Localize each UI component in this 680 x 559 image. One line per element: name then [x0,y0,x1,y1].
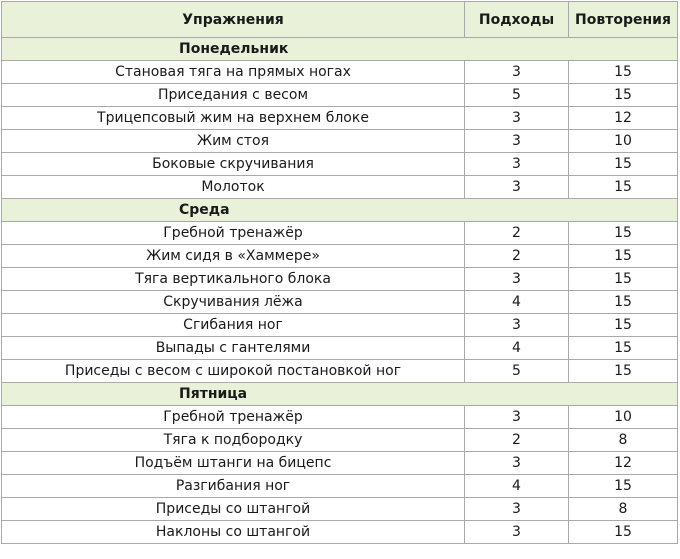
reps-cell: 15 [569,245,678,268]
table-row [2,429,678,452]
day-row-monday [2,38,678,61]
exercise-cell: Подъём штанги на бицепс [2,452,465,475]
exercise-cell: Разгибания ног [2,475,465,498]
table-row [2,107,678,130]
exercise-cell: Приседы с весом с широкой постановкой ног [2,360,465,383]
reps-cell: 8 [569,429,678,452]
exercise-cell: Жим стоя [2,130,465,153]
sets-cell: 3 [465,153,569,176]
table-row [2,153,678,176]
day-row-wednesday [2,199,678,222]
sets-cell: 2 [465,429,569,452]
sets-cell: 3 [465,314,569,337]
exercise-cell: Молоток [2,176,465,199]
table-row [2,337,678,360]
exercise-cell: Выпады с гантелями [2,337,465,360]
table-row [2,268,678,291]
sets-cell: 4 [465,475,569,498]
reps-cell: 15 [569,268,678,291]
sets-cell: 5 [465,360,569,383]
header-exercise: Упражнения [2,2,465,38]
exercise-cell: Сгибания ног [2,314,465,337]
day-label: Пятница [2,383,678,406]
table-row [2,360,678,383]
reps-cell: 15 [569,360,678,383]
sets-cell: 4 [465,337,569,360]
table-row [2,291,678,314]
sets-cell: 3 [465,268,569,291]
sets-cell: 3 [465,406,569,429]
table-row [2,245,678,268]
sets-cell: 5 [465,84,569,107]
sets-cell: 3 [465,521,569,544]
exercise-cell: Гребной тренажёр [2,406,465,429]
reps-cell: 12 [569,107,678,130]
exercise-cell: Тяга к подбородку [2,429,465,452]
sets-cell: 3 [465,498,569,521]
sets-cell: 3 [465,61,569,84]
sets-cell: 3 [465,452,569,475]
table-row [2,176,678,199]
workout-table [1,1,678,544]
reps-cell: 15 [569,222,678,245]
exercise-cell: Боковые скручивания [2,153,465,176]
sets-cell: 4 [465,291,569,314]
exercise-cell: Гребной тренажёр [2,222,465,245]
reps-cell: 10 [569,406,678,429]
reps-cell: 15 [569,337,678,360]
exercise-cell: Трицепсовый жим на верхнем блоке [2,107,465,130]
exercise-cell: Приседания с весом [2,84,465,107]
table-row [2,475,678,498]
table-row [2,406,678,429]
table-row [2,314,678,337]
exercise-cell: Скручивания лёжа [2,291,465,314]
exercise-cell: Становая тяга на прямых ногах [2,61,465,84]
reps-cell: 15 [569,61,678,84]
sets-cell: 3 [465,176,569,199]
exercise-cell: Тяга вертикального блока [2,268,465,291]
reps-cell: 15 [569,475,678,498]
reps-cell: 12 [569,452,678,475]
reps-cell: 15 [569,176,678,199]
reps-cell: 15 [569,84,678,107]
table-row [2,84,678,107]
day-row-friday [2,383,678,406]
header-row [2,2,678,38]
day-label: Среда [2,199,678,222]
sets-cell: 2 [465,222,569,245]
reps-cell: 15 [569,153,678,176]
day-label: Понедельник [2,38,678,61]
reps-cell: 15 [569,291,678,314]
table-row [2,521,678,544]
exercise-cell: Наклоны со штангой [2,521,465,544]
table-row [2,222,678,245]
header-sets: Подходы [465,2,569,38]
reps-cell: 10 [569,130,678,153]
table-row [2,498,678,521]
reps-cell: 15 [569,314,678,337]
reps-cell: 15 [569,521,678,544]
exercise-cell: Жим сидя в «Хаммере» [2,245,465,268]
header-reps: Повторения [569,2,678,38]
table-row [2,130,678,153]
table-row [2,61,678,84]
sets-cell: 3 [465,107,569,130]
exercise-cell: Приседы со штангой [2,498,465,521]
reps-cell: 8 [569,498,678,521]
sets-cell: 2 [465,245,569,268]
table-row [2,452,678,475]
sets-cell: 3 [465,130,569,153]
